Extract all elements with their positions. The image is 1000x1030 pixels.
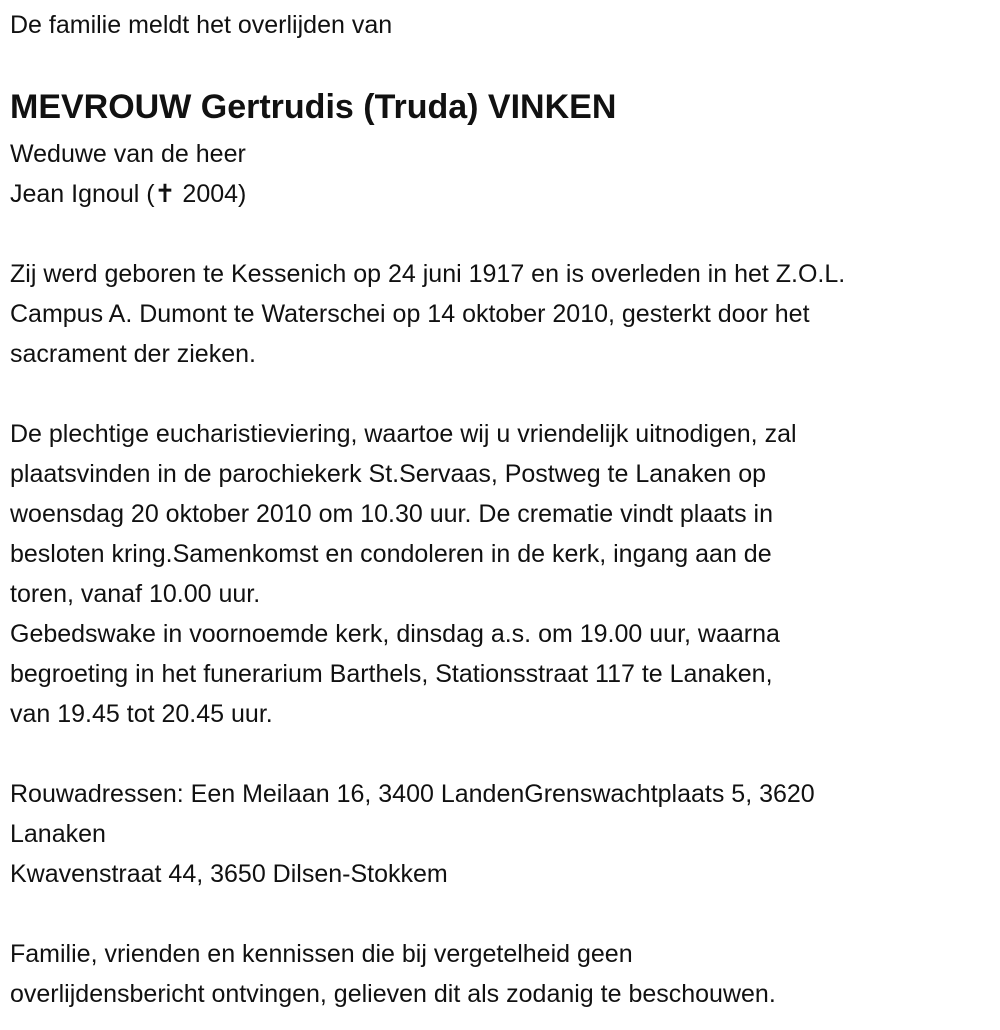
closing-line: Familie, vrienden en kennissen die bij vergetelheid geen [10, 940, 633, 968]
address-line: Lanaken [10, 820, 106, 848]
ceremony-line: De plechtige eucharistieviering, waartoe wij u vriendelijk uitnodigen, zal [10, 420, 797, 448]
ceremony-line: besloten kring.Samenkomst en condoleren in de kerk, ingang aan de [10, 540, 772, 568]
birth-death-line: sacrament der zieken. [10, 340, 256, 368]
birth-death-line: Zij werd geboren te Kessenich op 24 juni 1917 en is overleden in het Z.O.L. [10, 260, 846, 288]
ceremony-line: woensdag 20 oktober 2010 om 10.30 uur. De crematie vindt plaats in [10, 500, 773, 528]
address-line: Kwavenstraat 44, 3650 Dilsen-Stokkem [10, 860, 448, 888]
ceremony-line: van 19.45 tot 20.45 uur. [10, 700, 273, 728]
ceremony-line: toren, vanaf 10.00 uur. [10, 580, 261, 608]
closing-line: overlijdensbericht ontvingen, gelieven dit als zodanig te beschouwen. [10, 980, 776, 1008]
ceremony-line: plaatsvinden in de parochiekerk St.Servaas, Postweg te Lanaken op [10, 460, 767, 488]
widow-line: Jean Ignoul (✝ 2004) [10, 180, 247, 208]
address-line: Rouwadressen: Een Meilaan 16, 3400 LandenGrenswachtplaats 5, 3620 [10, 780, 815, 808]
birth-death-line: Campus A. Dumont te Waterschei op 14 oktober 2010, gesterkt door het [10, 300, 810, 328]
intro-text: De familie meldt het overlijden van [10, 11, 393, 39]
deceased-name: MEVROUW Gertrudis (Truda) VINKEN [10, 88, 617, 126]
ceremony-line: begroeting in het funerarium Barthels, Stationsstraat 117 te Lanaken, [10, 660, 773, 688]
widow-line: Weduwe van de heer [10, 140, 246, 168]
ceremony-line: Gebedswake in voornoemde kerk, dinsdag a.s. om 19.00 uur, waarna [10, 620, 780, 648]
